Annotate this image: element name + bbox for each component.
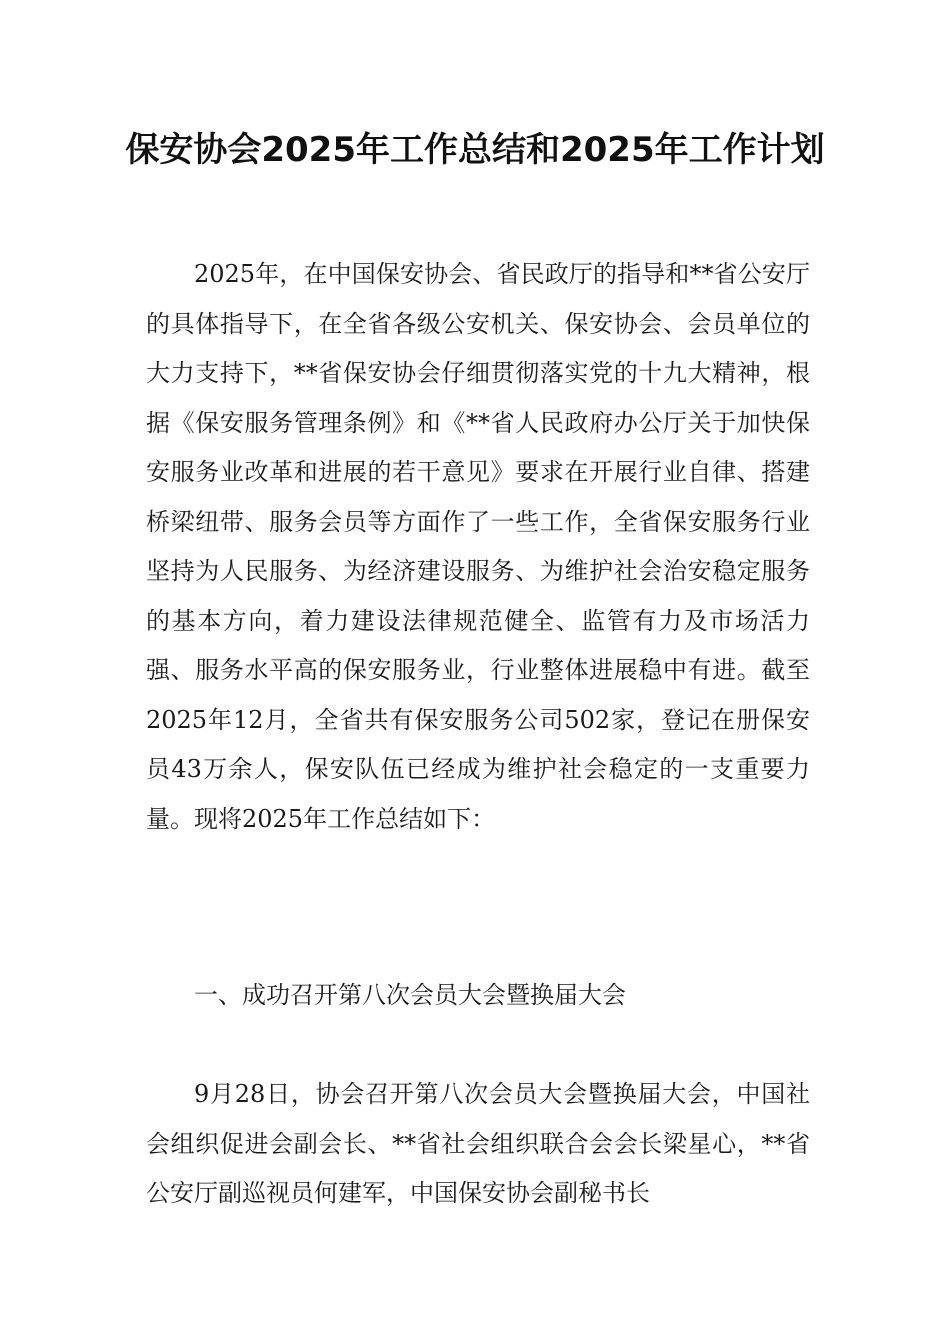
body-paragraph: 2025年，在中国保安协会、省民政厅的指导和**省公安厅的具体指导下，在全省各级公安机关、保安协会、会员单位的大力支持下，**省保安协会仔细贯彻落实党的十九大精神，根据《保安服务管理条例》和《**省人民政府办公厅关于加快保安服务业改革和进展的若干意见》要求在开展行业自律、搭建桥梁纽带、服务会员等方面作了一些工作，全省保安服务行业坚持为人民服务、为经济建设服务、为维护社会治安稳定服务的基本方向，着力建设法律规范健全、监管有力及市场活力强、服务水平高的保安服务业，行业整体进展稳中有进。截至2025年12月，全省共有保安服务公司502家，登记在册保安员43万余人，保安队伍已经成为维护社会稳定的一支重要力量。现将2025年工作总结如下：: [146, 260, 810, 833]
section-heading: 一、成功召开第八次会员大会暨换届大会: [194, 981, 626, 1009]
body-paragraph: 9月28日，协会召开第八次会员大会暨换届大会，中国社会组织促进会副会长、**省社会组织联合会会长梁星心，**省公安厅副巡视员何建军，中国保安协会副秘书长: [146, 1080, 810, 1207]
document-title: 保安协会2025年工作总结和2025年工作计划: [125, 130, 825, 170]
